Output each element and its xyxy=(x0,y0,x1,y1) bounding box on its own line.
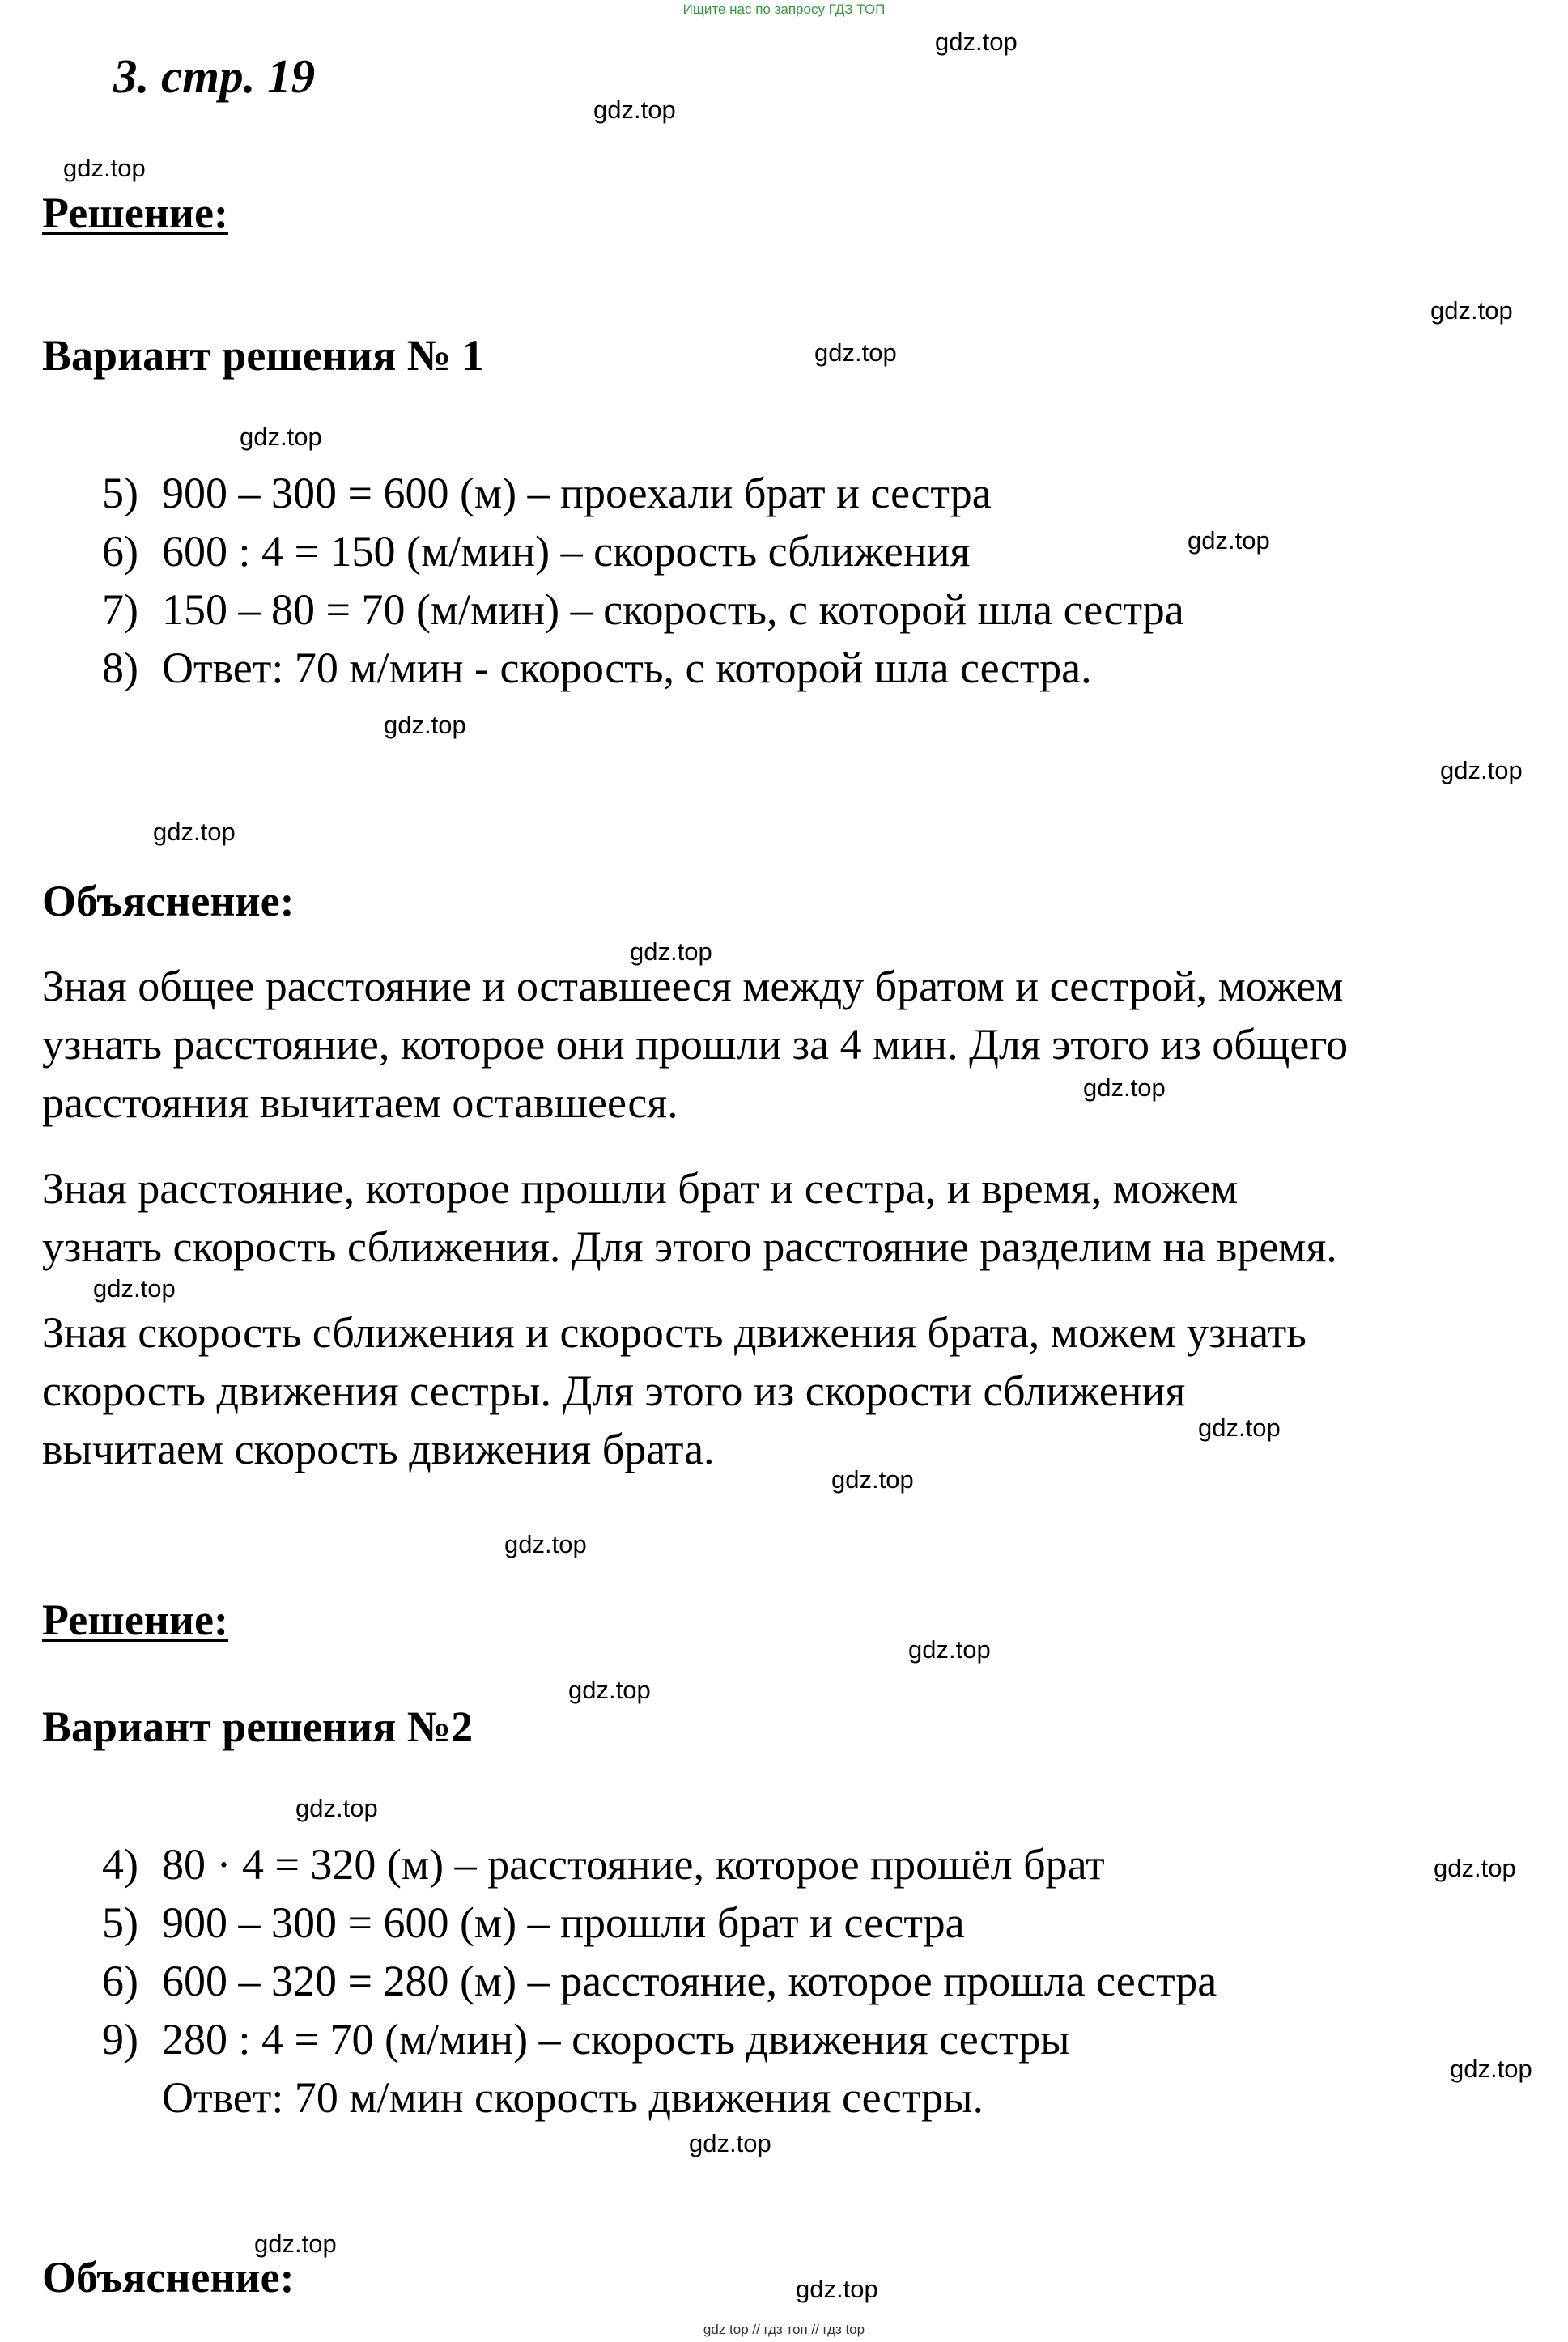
footer-watermark: gdz top // гдз топ // гдз top xyxy=(703,2322,865,2337)
watermark: gdz.top xyxy=(908,1635,991,1664)
solution-heading-2: Решение: xyxy=(42,1596,228,1644)
watermark: gdz.top xyxy=(63,154,146,182)
step-line: 8) Ответ: 70 м/мин - скорость, с которой шла сестра. xyxy=(102,644,1092,692)
watermark: gdz.top xyxy=(1430,296,1513,325)
watermark: gdz.top xyxy=(1198,1413,1281,1442)
step-line: 9) 280 : 4 = 70 (м/мин) – скорость движения сестры xyxy=(102,2015,1070,2064)
explanation-paragraph: Зная скорость сближения и скорость движения брата, можем узнать скорость движения сестры. Для этого из скорости сближения вычитаем скорость движения брата. xyxy=(42,1308,1307,1473)
step-line: Ответ: 70 м/мин скорость движения сестры. xyxy=(162,2073,984,2122)
watermark: gdz.top xyxy=(689,2129,771,2157)
watermark: gdz.top xyxy=(593,96,676,124)
explanation-paragraph: Зная расстояние, которое прошли брат и сестра, и время, можем узнать скорость сближения. Для этого расстояние разделим на время. xyxy=(42,1164,1337,1271)
task-title: 3. стр. 19 xyxy=(113,49,316,103)
watermark: gdz.top xyxy=(240,423,322,451)
watermark: gdz.top xyxy=(1188,526,1270,555)
watermark: gdz.top xyxy=(831,1465,914,1494)
watermark: gdz.top xyxy=(254,2229,337,2258)
watermark: gdz.top xyxy=(630,937,712,966)
explanation-paragraph: Зная общее расстояние и оставшееся между братом и сестрой, можем узнать расстояние, которое они прошли за 4 мин. Для этого из общего расстояния вычитаем оставшееся. xyxy=(42,962,1349,1127)
solution-heading-1: Решение: xyxy=(42,189,228,237)
watermark: gdz.top xyxy=(153,818,236,846)
watermark: gdz.top xyxy=(1440,756,1523,784)
explanation-heading-1: Объяснение: xyxy=(42,877,295,925)
watermark: gdz.top xyxy=(384,711,466,739)
step-line: 4) 80 · 4 = 320 (м) – расстояние, которое прошёл брат xyxy=(102,1840,1105,1889)
step-line: 6) 600 – 320 = 280 (м) – расстояние, которое прошла сестра xyxy=(102,1957,1217,2005)
watermark: gdz.top xyxy=(935,28,1018,56)
watermark: gdz.top xyxy=(568,1676,651,1704)
watermark: gdz.top xyxy=(796,2275,878,2303)
watermark: gdz.top xyxy=(1450,2055,1532,2083)
explanation-heading-2: Объяснение: xyxy=(42,2253,295,2302)
variant-heading-2: Вариант решения №2 xyxy=(42,1702,474,1751)
watermark: gdz.top xyxy=(504,1530,587,1558)
variant-heading-1: Вариант решения № 1 xyxy=(42,331,484,380)
top-banner: Ищите нас по запросу ГДЗ ТОП xyxy=(682,2,886,17)
watermark: gdz.top xyxy=(93,1274,176,1303)
watermark: gdz.top xyxy=(1434,1854,1516,1882)
watermark: gdz.top xyxy=(1083,1073,1166,1102)
step-line: 5) 900 – 300 = 600 (м) – прошли брат и сестра xyxy=(102,1898,965,1947)
step-line: 5) 900 – 300 = 600 (м) – проехали брат и сестра xyxy=(102,469,992,517)
watermark: gdz.top xyxy=(295,1794,378,1822)
watermark: gdz.top xyxy=(814,338,897,367)
step-line: 6) 600 : 4 = 150 (м/мин) – скорость сближения xyxy=(102,527,971,576)
step-line: 7) 150 – 80 = 70 (м/мин) – скорость, с которой шла сестра xyxy=(102,585,1184,634)
